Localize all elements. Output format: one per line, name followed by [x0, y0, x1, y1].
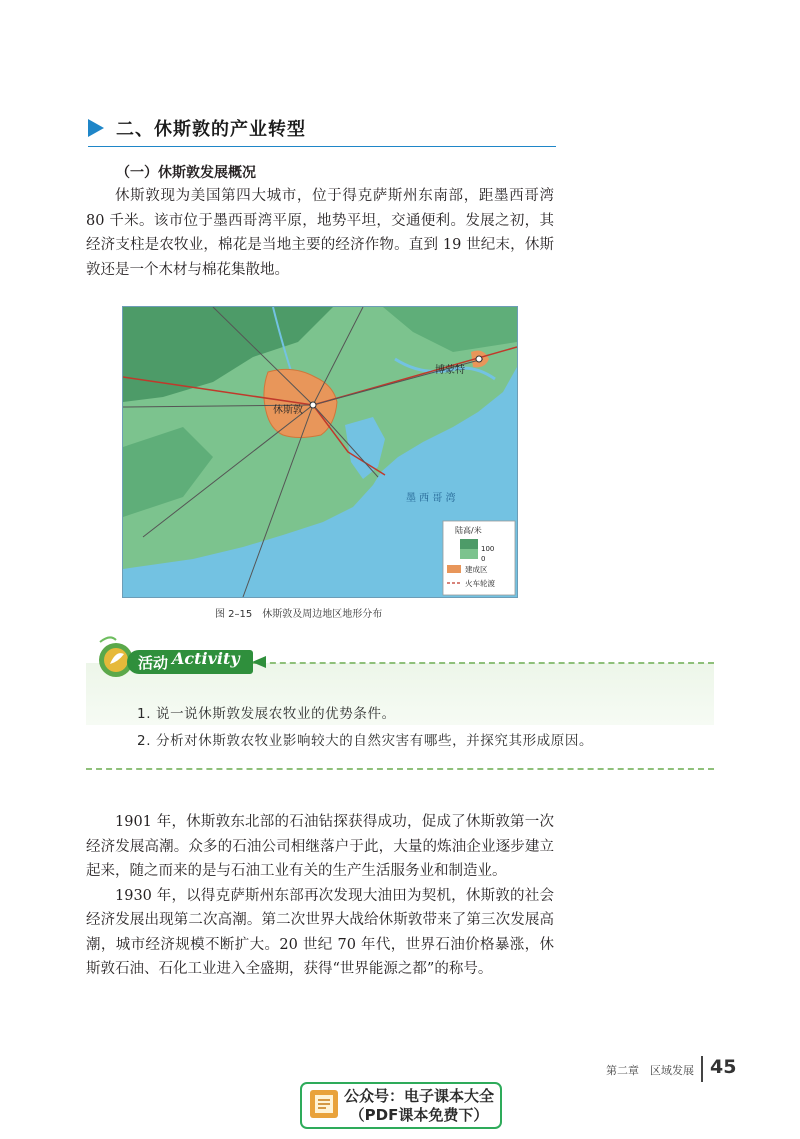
legend-builtup: 建成区	[465, 565, 488, 574]
activity-divider-top	[240, 662, 714, 664]
activity-item: 1. 说一说休斯敦发展农牧业的优势条件。	[137, 706, 396, 722]
label-houston: 休斯敦	[273, 405, 303, 416]
body-paragraph: 1901 年，休斯敦东北部的石油钻探获得成功，促成了休斯敦第一次经济发展高潮。众多的石油公司相继落户于此，大量的炼油企业逐步建立起来，随之而来的是与石油工业有关的生产生活服务业和制造业。	[86, 814, 554, 879]
legend-title: 陆高/米	[455, 526, 482, 535]
legend-swatch-high	[460, 539, 478, 549]
section-title: 二、休斯敦的产业转型	[116, 119, 306, 140]
legend-swatch-builtup	[447, 565, 461, 573]
book-icon	[307, 1087, 341, 1121]
intro-text	[86, 184, 554, 282]
body-text	[86, 810, 554, 982]
section-heading	[88, 114, 306, 142]
activity-item: 2. 分析对休斯敦农牧业影响较大的自然灾害有哪些，并探究其形成原因。	[137, 733, 594, 749]
legend-tick-low: 0	[481, 555, 486, 563]
intro-paragraph: 休斯敦现为美国第四大城市，位于得克萨斯州东南部，距墨西哥湾 80 千米。该市位于墨西哥湾平原，地势平坦，交通便利。发展之初，其经济支柱是农牧业，棉花是当地主要的经济作物。直到 19 世纪末，休斯敦还是一个木材与棉花集散地。	[86, 188, 554, 278]
footer-separator	[701, 1056, 703, 1082]
activity-label-cn: 活动	[138, 654, 169, 672]
legend-ferry: 火车轮渡	[465, 579, 495, 588]
watermark-line2: （PDF课本免费下）	[349, 1106, 489, 1124]
section-divider	[88, 146, 556, 147]
activity-arrow-icon	[252, 656, 266, 668]
terrain-map-graphic	[123, 307, 517, 597]
beaumont-marker	[476, 356, 482, 362]
map-legend	[443, 521, 515, 595]
footer-chapter: 第二章 区域发展	[606, 1064, 694, 1077]
legend-tick-high: 100	[481, 545, 495, 553]
triangle-bullet-icon	[88, 119, 104, 137]
watermark-line1: 公众号：电子课本大全	[344, 1087, 495, 1105]
activity-label-en: Activity	[172, 649, 240, 668]
terrain-map	[122, 306, 518, 598]
activity-divider-bottom	[86, 768, 714, 770]
subsection-title: （一）休斯敦发展概况	[116, 165, 256, 181]
legend-swatch-low	[460, 549, 478, 559]
label-beaumont: 博蒙特	[435, 365, 465, 376]
figure-caption: 图 2–15 休斯敦及周边地区地形分布	[215, 609, 383, 620]
houston-marker	[310, 402, 316, 408]
body-paragraph: 1930 年，以得克萨斯州东部再次发现大油田为契机，休斯敦的社会经济发展出现第二次高潮。第二次世界大战给休斯敦带来了第三次发展高潮，城市经济规模不断扩大。20 世纪 70 年代，世界石油价格暴涨，休斯敦石油、石化工业进入全盛期，获得“世界能源之都”的称号。	[86, 887, 554, 977]
label-gulf: 墨 西 哥 湾	[406, 493, 456, 504]
page-number: 45	[710, 1056, 737, 1078]
